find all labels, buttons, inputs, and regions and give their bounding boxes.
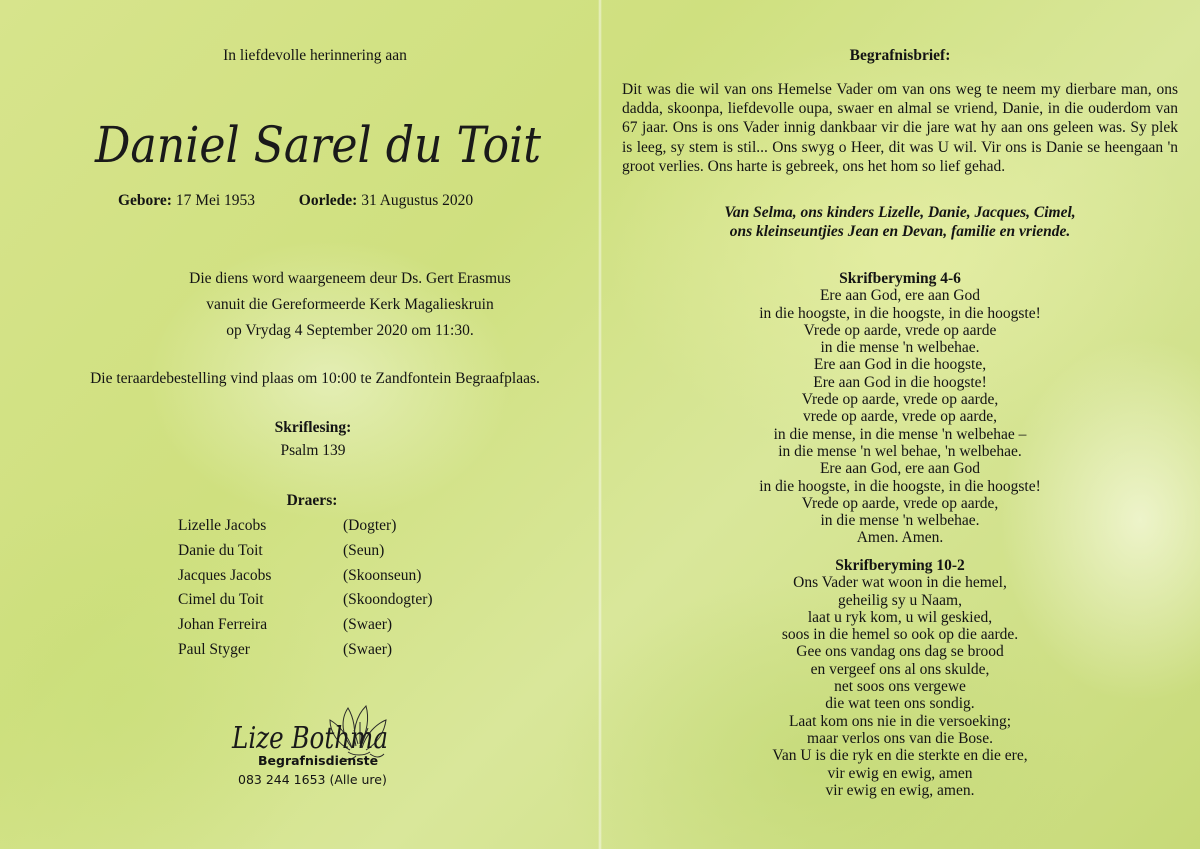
- letter-signoff: [602, 204, 1198, 241]
- hymn-line: geheilig sy u Naam,: [838, 591, 962, 609]
- bearer-row: [178, 564, 478, 589]
- service-details: [0, 266, 700, 344]
- hymn-line: en vergeef ons al ons skulde,: [810, 660, 990, 678]
- born-date: 17 Mei 1953: [175, 192, 256, 209]
- bearer-name: Johan Ferreira: [178, 616, 268, 634]
- reading-heading: Skriflesing:: [274, 419, 352, 436]
- dates-line: [118, 192, 473, 210]
- bearer-name: Cimel du Toit: [178, 591, 264, 609]
- bearers-heading: Draers:: [286, 492, 338, 509]
- bearer-relation: (Skoondogter): [343, 591, 433, 609]
- hymn-line: die wat teen ons sondig.: [825, 695, 975, 713]
- hymn-line: Ons Vader wat woon in die hemel,: [793, 574, 1007, 592]
- bearer-row: [178, 514, 478, 539]
- hymn-4-6: [602, 270, 1198, 547]
- hymn-line: Gee ons vandag ons dag se brood: [796, 643, 1004, 661]
- hymn-line: Vrede op aarde, vrede op aarde: [803, 321, 997, 339]
- hymn-line: in die hoogste, in die hoogste, in die hoogste!: [759, 477, 1041, 495]
- hymn-line: in die mense 'n welbehae.: [820, 339, 980, 357]
- hymn-line: Van U is die ryk en die sterkte en die ere,: [772, 747, 1028, 765]
- died-label: Oorlede:: [298, 192, 358, 209]
- bearer-row: [178, 588, 478, 613]
- bearer-relation: (Dogter): [343, 517, 397, 534]
- hymn-line: Vrede op aarde, vrede op aarde,: [801, 391, 999, 409]
- deceased-name: [95, 104, 545, 180]
- hymn-line: Ere aan God, ere aan God: [819, 460, 981, 478]
- reading-text: Psalm 139: [280, 442, 346, 459]
- bearer-name: Danie du Toit: [178, 541, 263, 559]
- signoff-line: ons kleinseuntjies Jean en Devan, familie en vriende.: [729, 222, 1071, 240]
- logo-subtitle: Begrafnisdienste: [258, 753, 379, 768]
- hymn-title: Skrifberyming 10-2: [835, 557, 965, 574]
- service-line: vanuit die Gereformeerde Kerk Magalieskruin: [206, 296, 494, 313]
- died-date: 31 Augustus 2020: [361, 192, 474, 209]
- deceased-name-text: Daniel Sarel du Toit: [94, 116, 542, 174]
- right-panel: [602, 0, 1200, 849]
- bearer-relation: (Swaer): [343, 616, 393, 634]
- hymn-line: Amen. Amen.: [856, 529, 944, 547]
- hymn-line: vir ewig en ewig, amen: [827, 764, 973, 782]
- hymn-line: in die mense 'n wel behae, 'n welbehae.: [778, 442, 1022, 460]
- hymn-line: net soos ons vergewe: [834, 678, 966, 696]
- service-line: Die diens word waargeneem deur Ds. Gert Erasmus: [189, 270, 511, 287]
- signoff-line: Van Selma, ons kinders Lizelle, Danie, Jacques, Cimel,: [724, 204, 1076, 221]
- letter-heading: Begrafnisbrief:: [849, 47, 951, 64]
- bearer-row: [178, 539, 478, 564]
- intro-text: In liefdevolle herinnering aan: [223, 47, 407, 64]
- bearer-name: Jacques Jacobs: [178, 566, 272, 584]
- hymn-line: Laat kom ons nie in die versoeking;: [788, 712, 1012, 730]
- bearer-name: Lizelle Jacobs: [178, 517, 267, 534]
- bearer-relation: (Seun): [343, 541, 385, 559]
- born-label: Gebore:: [118, 192, 172, 209]
- bearer-relation: (Swaer): [343, 640, 393, 658]
- hymn-line: maar verlos ons van die Bose.: [807, 729, 993, 747]
- service-line: op Vrydag 4 September 2020 om 11:30.: [226, 322, 474, 339]
- burial-details: Die teraardebestelling vind plaas om 10:00 te Zandfontein Begraafplaas.: [90, 370, 540, 387]
- hymn-10-2: [602, 557, 1198, 799]
- left-panel: [0, 0, 598, 849]
- hymn-line: in die mense 'n welbehae.: [820, 512, 980, 530]
- hymn-line: vir ewig en ewig, amen.: [825, 781, 975, 799]
- hymn-line: soos in die hemel so ook op die aarde.: [781, 626, 1019, 644]
- bearers-list: [178, 514, 478, 663]
- hymn-line: Ere aan God in die hoogste,: [813, 356, 987, 374]
- hymn-line: Vrede op aarde, vrede op aarde,: [801, 494, 999, 512]
- funeral-letter: Dit was die wil van ons Hemelse Vader om van ons weg te neem my dierbare man, ons dadda, skoonpa, liefdevolle oupa, swaer en almal se vriend, Danie, in die ouderdom van 67 jaar. Ons is ons Vader innig dankbaar vir die jare wat hy aan ons geleen was. Sy plek is leeg, sy stem is stil... Ons swyg o Heer, dit was U wil. Vir ons is Danie se heengaan 'n groot verlies. Ons harte is gebreek, ons het hom so lief gehad.: [622, 81, 1178, 175]
- bearer-relation: (Skoonseun): [343, 566, 422, 584]
- hymn-line: vrede op aarde, vrede op aarde,: [802, 408, 998, 426]
- bearer-row: [178, 638, 478, 663]
- logo-brand: Lize Bothma: [231, 721, 388, 756]
- hymn-line: laat u ryk kom, u wil geskied,: [807, 608, 993, 626]
- bearer-name: Paul Styger: [178, 640, 250, 658]
- hymn-line: Ere aan God in die hoogste!: [813, 373, 987, 391]
- hymn-line: in die hoogste, in die hoogste, in die hoogste!: [759, 304, 1041, 322]
- hymn-title: Skrifberyming 4-6: [839, 270, 961, 287]
- bearer-row: [178, 613, 478, 638]
- logo-phone: 083 244 1653 (Alle ure): [238, 772, 387, 787]
- hymn-line: in die mense, in die mense 'n welbehae –: [773, 425, 1027, 443]
- hymn-line: Ere aan God, ere aan God: [819, 287, 981, 305]
